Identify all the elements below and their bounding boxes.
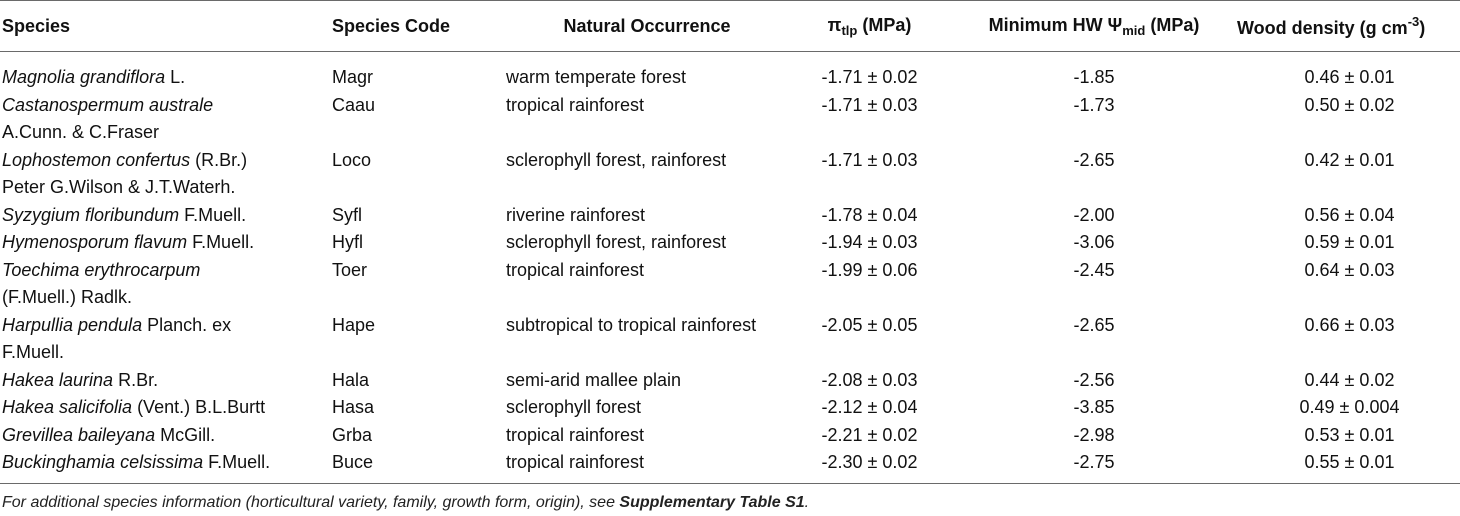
cell-min-hw-psi: -3.06 xyxy=(1073,232,1115,252)
species-author: (Vent.) B.L.Burtt xyxy=(132,397,266,417)
cell-species-code: Magr xyxy=(332,67,374,87)
cell-natural-occurrence: sclerophyll forest xyxy=(506,397,642,417)
species-author-line2: (F.Muell.) Radlk. xyxy=(2,287,133,307)
cell-pi-tlp: -2.08 ± 0.03 xyxy=(821,369,918,390)
species-author: F.Muell. xyxy=(187,232,255,252)
cell-species xyxy=(0,449,332,483)
cell-min-hw-psi: -3.85 xyxy=(1073,397,1115,417)
header-pi-tlp xyxy=(788,1,951,52)
cell-wood-density: 0.55 ± 0.01 xyxy=(1304,452,1395,472)
table-row xyxy=(0,394,1460,422)
cell-pi-tlp: -2.30 ± 0.02 xyxy=(821,452,918,472)
pi-symbol: π xyxy=(827,14,842,35)
cell-wood-density: 0.42 ± 0.01 xyxy=(1304,149,1395,170)
hw-prefix: Minimum HW Ψ xyxy=(988,14,1123,35)
species-name: Hakea laurina xyxy=(2,369,114,390)
cell-pi-tlp: -2.21 ± 0.02 xyxy=(821,424,918,445)
cell-natural-occurrence: tropical rainforest xyxy=(506,424,645,445)
species-author: McGill. xyxy=(155,424,216,445)
species-author: F.Muell. xyxy=(203,452,271,472)
cell-min-hw-psi: -2.56 xyxy=(1073,369,1115,390)
cell-natural-occurrence: tropical rainforest xyxy=(506,94,645,115)
cell-min-hw-psi: -2.75 xyxy=(1073,452,1115,472)
table-row xyxy=(0,147,1460,202)
species-name: Syzygium floribundum xyxy=(2,204,180,225)
wd-prefix: Wood density (g cm xyxy=(1237,17,1408,38)
cell-pi-tlp: -2.05 ± 0.05 xyxy=(821,314,918,335)
species-author: R.Br. xyxy=(113,369,159,390)
cell-species xyxy=(0,202,332,230)
header-species: Species xyxy=(2,15,71,36)
species-author-line2: Peter G.Wilson & J.T.Waterh. xyxy=(2,177,236,197)
cell-natural-occurrence: subtropical to tropical rainforest xyxy=(506,314,757,335)
species-author: L. xyxy=(165,67,186,87)
cell-wood-density: 0.64 ± 0.03 xyxy=(1304,259,1395,280)
species-name: Magnolia grandiflora xyxy=(2,67,166,87)
table-row xyxy=(0,367,1460,395)
pi-subscript: tlp xyxy=(841,22,858,38)
species-name: Grevillea baileyana xyxy=(2,424,156,445)
cell-species xyxy=(0,394,332,422)
species-author: (R.Br.) xyxy=(190,149,248,170)
species-author: F.Muell. xyxy=(179,204,247,225)
hw-unit: (MPa) xyxy=(1145,14,1200,35)
cell-min-hw-psi: -1.85 xyxy=(1073,67,1115,87)
cell-wood-density: 0.53 ± 0.01 xyxy=(1304,424,1395,445)
table-row xyxy=(0,52,1460,92)
cell-species-code: Hasa xyxy=(332,397,375,417)
table-row xyxy=(0,257,1460,312)
table-header xyxy=(0,1,1460,52)
cell-min-hw-psi: -2.65 xyxy=(1073,314,1115,335)
cell-min-hw-psi: -2.98 xyxy=(1073,424,1115,445)
cell-natural-occurrence: tropical rainforest xyxy=(506,259,645,280)
species-name: Castanospermum australe xyxy=(2,94,214,115)
header-species-code: Species Code xyxy=(332,15,451,36)
footnote-text: For additional species information (horticultural variety, family, growth form, origin), see xyxy=(2,494,620,511)
cell-natural-occurrence: riverine rainforest xyxy=(506,204,646,225)
species-name: Buckinghamia celsissima xyxy=(2,452,204,472)
species-name: Hakea salicifolia xyxy=(2,397,133,417)
cell-species xyxy=(0,367,332,395)
header-natural-occurrence: Natural Occurrence xyxy=(563,15,731,36)
cell-wood-density: 0.59 ± 0.01 xyxy=(1304,232,1395,252)
species-name: Hymenosporum flavum xyxy=(2,232,188,252)
pi-unit: (MPa) xyxy=(857,14,912,35)
cell-natural-occurrence: tropical rainforest xyxy=(506,452,645,472)
hw-subscript: mid xyxy=(1122,22,1146,38)
cell-species xyxy=(0,229,332,257)
table-row xyxy=(0,229,1460,257)
cell-natural-occurrence: semi-arid mallee plain xyxy=(506,369,682,390)
cell-min-hw-psi: -2.45 xyxy=(1073,259,1115,280)
table-row xyxy=(0,449,1460,483)
cell-species-code: Buce xyxy=(332,452,374,472)
cell-species xyxy=(0,422,332,450)
wd-suffix: ) xyxy=(1419,17,1426,38)
cell-species xyxy=(0,147,332,202)
cell-wood-density: 0.50 ± 0.02 xyxy=(1304,94,1395,115)
cell-wood-density: 0.66 ± 0.03 xyxy=(1304,314,1395,335)
cell-pi-tlp: -1.94 ± 0.03 xyxy=(821,232,918,252)
cell-species-code: Caau xyxy=(332,94,376,115)
cell-min-hw-psi: -1.73 xyxy=(1073,94,1115,115)
species-name: Lophostemon confertus xyxy=(2,149,191,170)
cell-species-code: Hala xyxy=(332,369,370,390)
header-row xyxy=(0,1,1460,52)
footnote-end: . xyxy=(804,494,810,511)
cell-wood-density: 0.44 ± 0.02 xyxy=(1304,369,1395,390)
cell-natural-occurrence: sclerophyll forest, rainforest xyxy=(506,232,727,252)
cell-pi-tlp: -1.71 ± 0.03 xyxy=(821,94,918,115)
cell-species-code: Grba xyxy=(332,424,373,445)
table-row xyxy=(0,202,1460,230)
table-row xyxy=(0,422,1460,450)
cell-species-code: Loco xyxy=(332,149,372,170)
cell-min-hw-psi: -2.00 xyxy=(1073,204,1115,225)
cell-species-code: Toer xyxy=(332,259,368,280)
cell-pi-tlp: -1.71 ± 0.03 xyxy=(821,149,918,170)
species-author: Planch. ex xyxy=(142,314,232,335)
table-row xyxy=(0,92,1460,147)
species-author-line2: A.Cunn. & C.Fraser xyxy=(2,122,160,142)
cell-wood-density: 0.49 ± 0.004 xyxy=(1299,397,1400,417)
header-wood-density xyxy=(1237,1,1460,52)
cell-species-code: Hyfl xyxy=(332,232,363,252)
table-footnote xyxy=(2,494,809,512)
cell-species-code: Syfl xyxy=(332,204,363,225)
cell-natural-occurrence: sclerophyll forest, rainforest xyxy=(506,149,727,170)
table-body xyxy=(0,52,1460,484)
footnote-supplementary-ref: Supplementary Table S1 xyxy=(619,494,805,511)
cell-min-hw-psi: -2.65 xyxy=(1073,149,1115,170)
species-author-line2: F.Muell. xyxy=(2,342,65,362)
header-min-hw-psi xyxy=(951,1,1237,52)
cell-pi-tlp: -1.71 ± 0.02 xyxy=(821,67,918,87)
cell-wood-density: 0.56 ± 0.04 xyxy=(1304,204,1395,225)
cell-pi-tlp: -2.12 ± 0.04 xyxy=(821,397,918,417)
cell-species xyxy=(0,52,332,92)
cell-wood-density: 0.46 ± 0.01 xyxy=(1304,67,1395,87)
species-name: Harpullia pendula xyxy=(2,314,143,335)
cell-species xyxy=(0,257,332,312)
table-row xyxy=(0,312,1460,367)
cell-pi-tlp: -1.99 ± 0.06 xyxy=(821,259,918,280)
species-name: Toechima erythrocarpum xyxy=(2,259,201,280)
cell-species-code: Hape xyxy=(332,314,376,335)
cell-species xyxy=(0,312,332,367)
cell-pi-tlp: -1.78 ± 0.04 xyxy=(821,204,918,225)
cell-species xyxy=(0,92,332,147)
cell-natural-occurrence: warm temperate forest xyxy=(506,67,687,87)
wd-superscript: -3 xyxy=(1407,13,1420,29)
